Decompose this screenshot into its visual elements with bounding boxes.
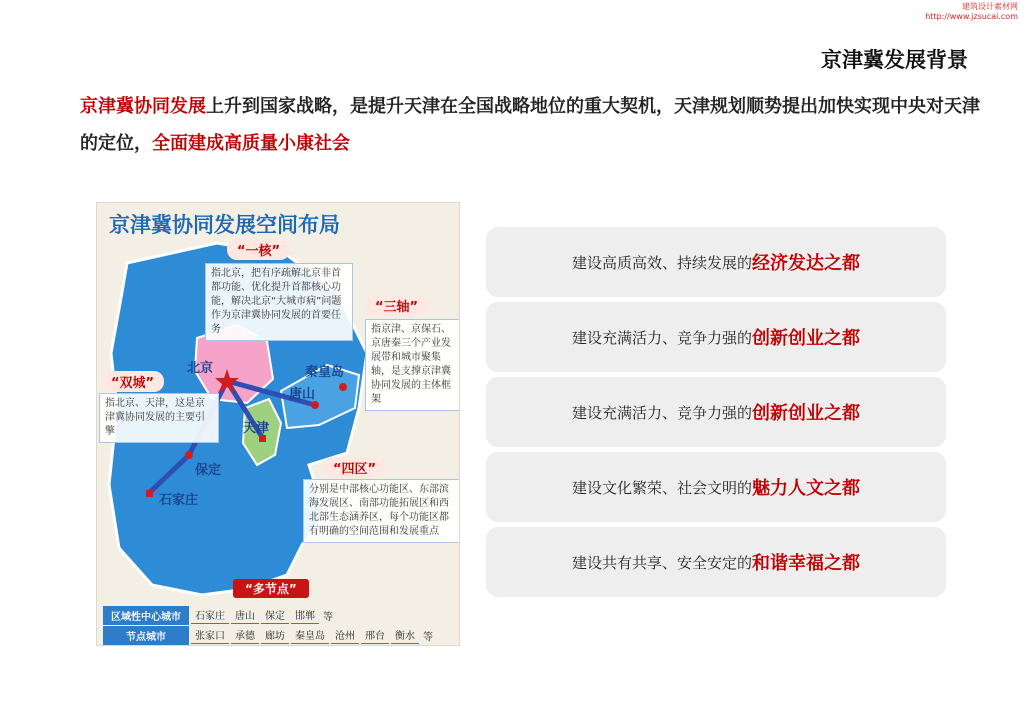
goal-prefix: 建设充满活力、竞争力强的 — [571, 328, 752, 347]
regional-city: 邯郸 — [291, 606, 319, 624]
goal-emphasis: 和谐幸福之都 — [752, 553, 860, 574]
goal-card — [486, 377, 946, 447]
shijiazhuang-marker-icon — [146, 490, 153, 497]
intro-paragraph — [80, 88, 980, 162]
regional-city-label: 区域性中心城市 — [103, 606, 189, 625]
goal-card — [486, 527, 946, 597]
node-etc: 等 — [423, 631, 433, 643]
node-city: 张家口 — [191, 626, 229, 644]
twin-note: 指北京、天津，这是京津冀协同发展的主要引擎 — [99, 393, 219, 443]
city-label-qinhuangdao: 秦皇岛 — [305, 365, 345, 380]
goal-emphasis: 魅力人文之都 — [752, 478, 860, 499]
city-label-tianjin: 天津 — [243, 421, 270, 436]
regional-city: 保定 — [261, 606, 289, 624]
goal-emphasis: 创新创业之都 — [752, 328, 860, 349]
goal-prefix: 建设高质高效、持续发展的 — [571, 253, 752, 272]
city-label-baoding: 保定 — [195, 463, 222, 478]
city-label-beijing: 北京 — [187, 361, 214, 376]
regional-etc: 等 — [323, 611, 333, 623]
node-city: 沧州 — [331, 626, 359, 644]
axes-tag: “三轴” — [365, 295, 428, 316]
tangshan-dot-icon — [311, 401, 319, 409]
zones-note: 分别是中部核心功能区、东部滨海发展区、南部功能拓展区和西北部生态涵养区，每个功能区都有明确的空间范围和发展重点 — [303, 479, 460, 543]
tianjin-marker-icon — [259, 435, 266, 442]
zones-tag: “四区” — [323, 457, 386, 478]
watermark-line1: 建筑设计素材网 — [962, 2, 1018, 11]
regional-city: 唐山 — [231, 606, 259, 624]
goal-card — [486, 452, 946, 522]
watermark — [925, 2, 1018, 22]
node-city: 衡水 — [391, 626, 419, 644]
goal-card — [486, 302, 946, 372]
intro-highlight-2: 全面建成高质量小康社会 — [152, 133, 350, 154]
goal-emphasis: 经济发达之都 — [752, 253, 860, 274]
node-city-row — [103, 626, 433, 644]
city-label-shijiazhuang: 石家庄 — [159, 493, 199, 508]
goals-list — [486, 227, 946, 602]
axes-note: 指京津、京保石、京唐秦三个产业发展带和城市聚集轴，是支撑京津冀协同发展的主体框架 — [365, 319, 460, 411]
region-map — [96, 202, 460, 646]
regional-city-row — [103, 606, 333, 624]
node-city: 廊坊 — [261, 626, 289, 644]
regional-city: 石家庄 — [191, 606, 229, 624]
goal-prefix: 建设共有共享、安全安定的 — [571, 553, 752, 572]
watermark-line2: http://www.jzsucai.com — [925, 12, 1018, 21]
intro-text: 上升到国家战略，是提升天津在全国战略地位的重大契机，天津规划顺势提出加快实现中央对天津的定位， — [80, 96, 980, 154]
twin-tag: “双城” — [101, 371, 164, 392]
city-label-tangshan: 唐山 — [289, 387, 316, 402]
node-city: 邢台 — [361, 626, 389, 644]
core-note: 指北京，把有序疏解北京非首都功能、优化提升首都核心功能，解决北京“大城市病”问题作为京津冀协同发展的首要任务 — [205, 263, 353, 341]
goal-prefix: 建设充满活力、竞争力强的 — [571, 403, 752, 422]
goal-emphasis: 创新创业之都 — [752, 403, 860, 424]
intro-highlight-1: 京津冀协同发展 — [80, 96, 206, 117]
qinhuangdao-dot-icon — [339, 383, 347, 391]
goal-prefix: 建设文化繁荣、社会文明的 — [571, 478, 752, 497]
page-title: 京津冀发展背景 — [821, 48, 968, 72]
node-city: 秦皇岛 — [291, 626, 329, 644]
goal-card — [486, 227, 946, 297]
map-title: 京津冀协同发展空间布局 — [109, 213, 340, 237]
baoding-dot-icon — [185, 451, 193, 459]
nodes-title: “多节点” — [233, 579, 309, 598]
node-city: 承德 — [231, 626, 259, 644]
core-tag: “一核” — [227, 239, 290, 260]
node-city-label: 节点城市 — [103, 626, 189, 645]
